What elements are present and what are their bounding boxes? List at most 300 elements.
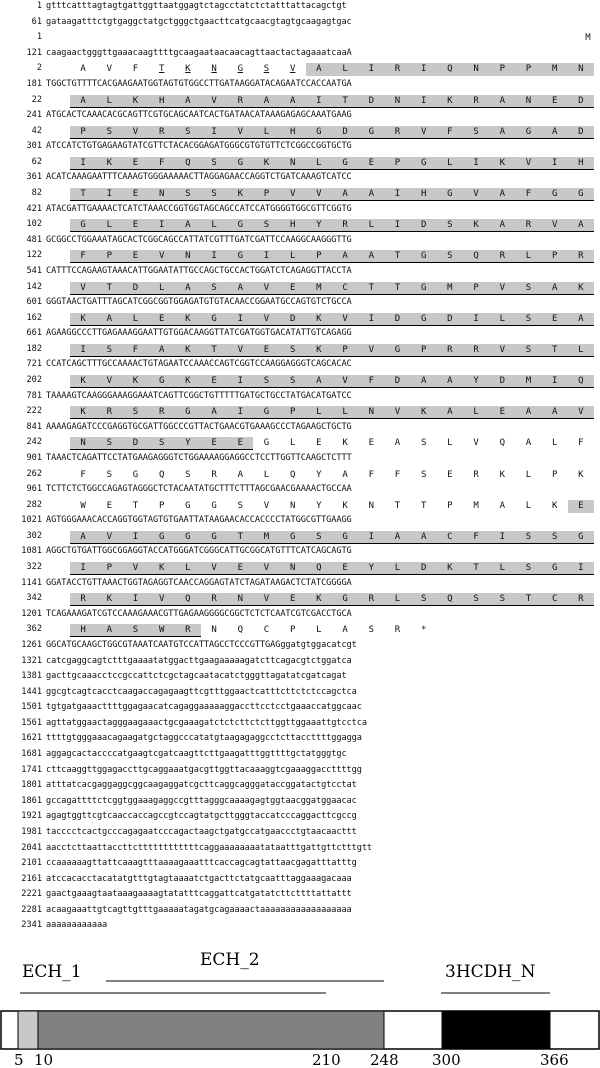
amino-acid-residue: E — [158, 313, 165, 324]
amino-acid-residue: G — [185, 407, 191, 418]
nucleotide-row — [0, 110, 600, 123]
nucleotide-sequence: ggcgtcagtcacctcaagaccagagaagttcgtttggaactcatttcttctctccagctca — [46, 686, 357, 697]
amino-acid-residue: P — [106, 563, 112, 573]
nucleotide-sequence: TGGCTGTTTTCACGAAGAATGGTAGTGTGGCCTTGATAAGGATACAGAATCCACCAATGA — [46, 78, 352, 89]
nucleotide-sequence: GGGTAACTGATTTAGCATCGGCGGTGGAGATGTGTACAACCGGAATGCCAGTGTCTGCCA — [46, 297, 352, 308]
amino-acid-residue: K — [499, 469, 505, 480]
amino-acid-sequence — [70, 188, 594, 201]
amino-acid-residue: I — [420, 95, 427, 106]
amino-acid-residue: T — [551, 344, 558, 355]
amino-acid-residue: Q — [316, 563, 322, 573]
amino-acid-residue: L — [551, 438, 558, 449]
row-number: 102 — [26, 219, 42, 230]
amino-acid-residue: E — [289, 594, 296, 605]
amino-acid-residue: I — [368, 531, 374, 542]
amino-acid-residue: Y — [473, 376, 479, 386]
amino-acid-residue: R — [342, 220, 348, 231]
nucleotide-row — [0, 811, 600, 824]
amino-acid-residue: T — [394, 251, 401, 262]
domain-underline — [70, 574, 594, 575]
amino-acid-residue: S — [420, 469, 427, 480]
amino-acid-residue: A — [499, 95, 505, 106]
nucleotide-row — [0, 780, 600, 793]
amino-acid-residue: A — [551, 407, 558, 418]
nucleotide-row — [0, 905, 600, 918]
amino-acid-residue: I — [316, 95, 322, 106]
amino-acid-residue: E — [551, 95, 558, 106]
amino-acid-residue: D — [368, 95, 374, 106]
amino-acid-sequence — [70, 375, 594, 388]
amino-acid-residue: A — [368, 189, 374, 199]
nucleotide-sequence: ATCCATCTGTGAGAAGTATCGTTCTACACGGAGATGGGCGTGTGTTCTCGGCCGGTGCTG — [46, 141, 352, 152]
amino-acid-residue: F — [132, 64, 139, 75]
amino-acid-row — [0, 406, 600, 419]
amino-acid-residue: G — [420, 282, 427, 293]
amino-acid-residue: S — [106, 438, 112, 449]
amino-acid-residue: T — [368, 282, 374, 293]
amino-acid-residue: H — [289, 126, 296, 137]
amino-acid-residue: I — [263, 251, 270, 262]
amino-acid-residue: V — [158, 251, 165, 262]
row-number: 42 — [31, 125, 42, 136]
amino-acid-residue: A — [578, 220, 584, 231]
amino-acid-residue: G — [447, 189, 453, 199]
amino-acid-residue: A — [342, 625, 348, 636]
amino-acid-residue: R — [158, 126, 165, 137]
amino-acid-residue: R — [211, 469, 217, 480]
nucleotide-sequence: caagaactgggttgaaacaagttttgcaagaataacaacagttaactactagaaatcaaA — [46, 47, 352, 58]
nucleotide-row — [0, 796, 600, 809]
amino-acid-residue: V — [394, 407, 401, 418]
amino-acid-residue: G — [289, 531, 296, 542]
amino-acid-residue: R — [473, 95, 479, 106]
nucleotide-row — [0, 484, 600, 497]
amino-acid-residue: Q — [447, 594, 453, 605]
amino-acid-residue: R — [211, 594, 217, 605]
amino-acid-residue: V — [289, 64, 296, 75]
tick-210: 210 — [312, 1051, 341, 1068]
amino-acid-residue: R — [237, 95, 243, 106]
row-number: 1081 — [21, 546, 42, 557]
amino-acid-residue: H — [80, 625, 86, 636]
amino-acid-residue: I — [80, 344, 86, 355]
amino-acid-sequence — [70, 157, 594, 170]
nucleotide-row — [0, 359, 600, 372]
amino-acid-sequence — [70, 437, 594, 450]
amino-acid-residue: E — [132, 189, 139, 199]
nucleotide-sequence: TCTTCTCTGGCCAGAGTAGGGCTCTACAATATGCTTTCTTTAGCGAACGAAAACTGCCAA — [46, 484, 352, 495]
amino-acid-residue: S — [185, 189, 191, 199]
amino-acid-residue: G — [420, 251, 427, 262]
amino-acid-residue: E — [237, 438, 243, 449]
row-number: 2341 — [21, 920, 42, 931]
amino-acid-residue: R — [473, 344, 479, 355]
amino-acid-residue: E — [132, 220, 139, 231]
amino-acid-residue: S — [551, 531, 558, 542]
amino-acid-residue: * — [420, 625, 427, 636]
nucleotide-sequence: GGCATGCAAGCTGGCGTAAATCAATGTCCATTAGCCTCCCGTTGAGggatgtggacatcgt — [46, 639, 357, 650]
amino-acid-residue: P — [80, 126, 86, 137]
amino-acid-residue: K — [499, 157, 505, 168]
amino-acid-residue: K — [447, 563, 453, 573]
amino-acid-residue: G — [237, 220, 243, 231]
amino-acid-residue: V — [211, 95, 217, 106]
row-number: 1561 — [21, 717, 42, 728]
nucleotide-row — [0, 765, 600, 778]
amino-acid-residue: H — [158, 95, 165, 106]
amino-acid-residue: G — [551, 563, 558, 573]
amino-acid-residue: A — [525, 438, 532, 449]
row-number: 322 — [26, 562, 42, 572]
amino-acid-residue: L — [316, 157, 322, 168]
domain-underline — [70, 356, 594, 357]
nucleotide-row — [0, 235, 600, 248]
amino-acid-row — [0, 531, 600, 544]
nucleotide-row — [0, 718, 600, 731]
amino-acid-residue: V — [368, 344, 374, 355]
amino-acid-sequence — [70, 624, 594, 637]
amino-acid-residue: G — [368, 126, 374, 137]
nucleotide-sequence: gataagatttctgtgaggctatgctgggctgaacttcatgcaacgtagtgcaagagtgac — [46, 16, 352, 27]
amino-acid-residue: I — [420, 64, 427, 75]
amino-acid-sequence — [70, 344, 594, 357]
row-number: 2161 — [21, 873, 42, 884]
row-number: 961 — [26, 484, 42, 495]
amino-acid-residue: V — [132, 563, 139, 573]
amino-acid-sequence — [70, 95, 594, 108]
tick-300: 300 — [432, 1051, 461, 1068]
nucleotide-row — [0, 749, 600, 762]
amino-acid-residue: F — [368, 376, 374, 386]
amino-acid-residue: Q — [185, 157, 191, 168]
amino-acid-sequence — [70, 219, 594, 232]
amino-acid-residue: Q — [447, 64, 453, 75]
amino-acid-residue: N — [185, 251, 191, 262]
amino-acid-residue: S — [499, 594, 505, 605]
amino-acid-row — [0, 126, 600, 139]
tick-5: 5 — [14, 1051, 24, 1068]
amino-acid-sequence — [70, 406, 594, 419]
nucleotide-sequence: GCGGCCTGGAAATAGCACTCGGCAGCCATTATCGTTTGATCGATTCCAAGGCAAGGGTTG — [46, 234, 352, 245]
amino-acid-residue: I — [368, 64, 374, 75]
amino-acid-residue: S — [211, 189, 217, 199]
row-number: 1261 — [21, 639, 42, 650]
row-number: 1 — [36, 1, 42, 11]
amino-acid-residue: A — [316, 64, 322, 75]
amino-acid-residue: L — [447, 438, 453, 449]
amino-acid-residue: G — [316, 126, 322, 137]
amino-acid-residue: V — [237, 344, 243, 355]
amino-acid-residue: D — [447, 313, 453, 324]
amino-acid-residue: S — [263, 376, 270, 386]
amino-acid-residue: N — [211, 64, 217, 75]
amino-acid-residue: P — [473, 282, 479, 293]
amino-acid-row — [0, 500, 600, 513]
amino-acid-residue: P — [289, 407, 296, 418]
amino-acid-residue: N — [368, 407, 374, 418]
amino-acid-sequence — [70, 126, 594, 139]
amino-acid-residue: A — [237, 282, 243, 293]
amino-acid-residue: L — [185, 563, 191, 573]
amino-acid-residue: N — [289, 563, 296, 573]
amino-acid-residue: A — [106, 625, 112, 636]
amino-acid-residue: K — [578, 282, 584, 293]
amino-acid-residue: R — [394, 126, 401, 137]
amino-acid-residue: Q — [473, 251, 479, 262]
row-number: 1501 — [21, 702, 42, 713]
amino-acid-residue: P — [342, 344, 348, 355]
row-number: 222 — [26, 406, 42, 417]
amino-acid-residue: V — [420, 126, 427, 137]
amino-acid-residue: S — [211, 282, 217, 293]
amino-acid-residue: I — [368, 313, 374, 324]
amino-acid-residue: E — [499, 407, 505, 418]
amino-acid-residue: A — [447, 376, 453, 386]
amino-acid-residue: S — [525, 563, 532, 573]
amino-acid-residue: P — [106, 251, 112, 262]
amino-acid-row — [0, 32, 600, 45]
nucleotide-row — [0, 391, 600, 404]
amino-acid-residue: L — [525, 251, 532, 262]
amino-acid-residue: Q — [289, 469, 296, 480]
amino-acid-residue: I — [394, 220, 401, 231]
amino-acid-residue: N — [237, 594, 243, 605]
row-number: 1801 — [21, 780, 42, 791]
amino-acid-residue: V — [158, 594, 165, 605]
nucleotide-sequence: agagtggttcgtcaaccaccagccgtccagtatgcttgggtaccatcccaggacttcgccg — [46, 811, 357, 822]
nucleotide-row — [0, 1, 600, 14]
amino-acid-residue: R — [158, 407, 165, 418]
row-number: 1741 — [21, 764, 42, 775]
amino-acid-residue: V — [106, 531, 112, 542]
amino-acid-residue: Y — [185, 438, 191, 449]
amino-acid-sequence — [70, 63, 594, 76]
amino-acid-residue: E — [578, 500, 584, 511]
amino-acid-residue: V — [316, 189, 322, 199]
amino-acid-residue: S — [158, 438, 165, 449]
amino-acid-residue: L — [499, 313, 505, 324]
amino-acid-residue: L — [106, 95, 112, 106]
nucleotide-row — [0, 640, 600, 653]
row-number: 82 — [31, 188, 42, 198]
row-number: 721 — [26, 359, 42, 370]
amino-acid-residue: A — [158, 344, 165, 355]
amino-acid-residue: L — [525, 469, 532, 480]
amino-acid-residue: L — [211, 220, 217, 231]
amino-acid-residue: C — [263, 625, 270, 636]
nucleotide-sequence: catcgaggcagtctttgaaaatatggacttgaagaaaaagatcttcagacgtctggatca — [46, 655, 352, 666]
amino-acid-residue: L — [342, 407, 348, 418]
amino-acid-residue: L — [316, 407, 322, 418]
amino-acid-residue: Y — [368, 563, 374, 573]
amino-acid-residue: T — [420, 500, 427, 511]
amino-acid-residue: G — [342, 594, 348, 605]
amino-acid-residue: P — [263, 189, 270, 199]
amino-acid-row — [0, 593, 600, 606]
amino-acid-residue: C — [551, 594, 558, 605]
amino-acid-residue: D — [289, 313, 296, 324]
amino-acid-residue: W — [158, 625, 165, 636]
nucleotide-row — [0, 733, 600, 746]
nucleotide-sequence: atccacacctacatatgtttgtagtaaaatctgacttctatgcaatttaggaaagacaaa — [46, 873, 352, 884]
segment-ech2-dark — [38, 1011, 384, 1049]
amino-acid-residue: E — [368, 157, 374, 168]
amino-acid-residue: K — [185, 344, 191, 355]
amino-acid-residue: D — [394, 313, 401, 324]
amino-acid-residue: F — [368, 469, 374, 480]
amino-acid-sequence — [70, 562, 594, 575]
nucleotide-row — [0, 422, 600, 435]
nucleotide-sequence: AGAAGGCCCTTGAGAAAGGAATTGTGGACAAGGTTATCGATGGTGACATATTGTCAGAGG — [46, 328, 352, 339]
tick-248: 248 — [370, 1051, 399, 1068]
amino-acid-residue: F — [158, 157, 165, 168]
amino-acid-residue: S — [420, 594, 427, 605]
amino-acid-residue: V — [342, 376, 348, 386]
row-number: 901 — [26, 452, 42, 463]
amino-acid-residue: L — [342, 64, 348, 75]
nucleotide-row — [0, 578, 600, 591]
amino-acid-residue: V — [106, 64, 112, 75]
domain-underline — [70, 231, 594, 232]
amino-acid-residue: G — [263, 407, 270, 418]
amino-acid-residue: S — [185, 469, 191, 480]
nucleotide-row — [0, 546, 600, 559]
row-number: 541 — [26, 265, 42, 276]
amino-acid-residue: D — [499, 376, 505, 386]
amino-acid-residue: K — [80, 313, 86, 324]
amino-acid-residue: L — [447, 157, 453, 168]
amino-acid-residue: R — [80, 594, 86, 605]
amino-acid-residue: G — [525, 126, 532, 137]
amino-acid-residue: A — [447, 407, 453, 418]
amino-acid-residue: V — [263, 563, 270, 573]
amino-acid-residue: Q — [578, 376, 584, 386]
amino-acid-residue: F — [80, 251, 86, 262]
amino-acid-residue: D — [420, 563, 427, 573]
amino-acid-residue: K — [106, 594, 112, 605]
amino-acid-residue: K — [420, 407, 427, 418]
nucleotide-row — [0, 204, 600, 217]
amino-acid-residue: A — [185, 95, 191, 106]
tick-366: 366 — [540, 1051, 569, 1068]
nucleotide-row — [0, 515, 600, 528]
amino-acid-residue: A — [289, 95, 296, 106]
nucleotide-sequence: TAAAAGTCAAGGGAAAGGAAATCAGTTCGGCTGTTTTTGATGCTGCCTATGACATGATCC — [46, 390, 352, 401]
amino-acid-residue: I — [106, 189, 112, 199]
amino-acid-residue: G — [342, 531, 348, 542]
nucleotide-sequence: agttatggaactagggaagaaactgcgaaagatctctcttctcttggttggaaattgtcctca — [46, 717, 367, 728]
amino-acid-residue: S — [525, 313, 532, 324]
amino-acid-residue: S — [289, 344, 296, 355]
amino-acid-residue: V — [106, 376, 112, 386]
amino-acid-residue: L — [132, 313, 139, 324]
nucleotide-row — [0, 48, 600, 61]
amino-acid-residue: A — [80, 95, 86, 106]
domain-underline — [70, 543, 594, 544]
amino-acid-sequence — [70, 593, 594, 606]
nucleotide-row — [0, 172, 600, 185]
amino-acid-residue: K — [316, 594, 322, 605]
amino-acid-residue: K — [342, 500, 348, 511]
amino-acid-residue: A — [342, 189, 348, 199]
nucleotide-sequence: TAAACTCAGATTCCTATGAAGAGGGTCTGGAAAAGGAGGCCTCCTTGGTTCAAGCTCTTT — [46, 452, 352, 463]
amino-acid-residue: P — [316, 251, 322, 262]
amino-acid-row — [0, 95, 600, 108]
row-number: 1321 — [21, 655, 42, 666]
amino-acid-residue: I — [473, 157, 479, 168]
domain-underline — [70, 262, 594, 263]
amino-acid-residue: L — [578, 344, 584, 355]
amino-acid-residue: I — [237, 376, 243, 386]
amino-acid-residue: T — [80, 189, 86, 199]
amino-acid-residue: T — [211, 344, 217, 355]
amino-acid-residue: R — [525, 220, 532, 231]
domain-underline — [70, 200, 594, 201]
amino-acid-residue: S — [263, 64, 270, 75]
amino-acid-residue: A — [368, 251, 374, 262]
amino-acid-residue: G — [80, 220, 86, 231]
amino-acid-residue: K — [185, 64, 191, 75]
amino-acid-residue: K — [106, 157, 112, 168]
amino-acid-residue: P — [499, 64, 505, 75]
amino-acid-residue: T — [158, 64, 165, 75]
row-number: 1621 — [21, 733, 42, 744]
amino-acid-residue: S — [106, 126, 112, 137]
amino-acid-residue: A — [185, 220, 191, 231]
amino-acid-residue: S — [525, 282, 532, 293]
amino-acid-residue: L — [525, 500, 532, 511]
amino-acid-residue: V — [473, 189, 479, 199]
amino-acid-residue: V — [263, 594, 270, 605]
amino-acid-residue: S — [106, 344, 112, 355]
amino-acid-residue: N — [211, 625, 217, 636]
amino-acid-residue: A — [499, 220, 505, 231]
domain-label-ech2: ECH_2 — [200, 950, 260, 970]
nucleotide-sequence: aaaaaaaaaaaa — [46, 920, 108, 931]
amino-acid-residue: G — [237, 157, 243, 168]
amino-acid-residue: R — [368, 594, 374, 605]
amino-acid-residue: R — [394, 625, 401, 636]
nucleotide-row — [0, 453, 600, 466]
amino-acid-sequence — [70, 531, 594, 544]
nucleotide-sequence: CCATCAGCTTTGCCAAAACTGTAGAATCCAAACCAGTCGGTCCAAGGAGGGTCAGCACAC — [46, 359, 352, 370]
amino-acid-residue: K — [158, 563, 165, 573]
row-number: 182 — [26, 343, 42, 354]
nucleotide-sequence: ATACGATTGAAAACTCATCTAAACCGGTGGTAGCAGCCATCCATGGGGTGGCGTTCGGTG — [46, 203, 352, 214]
amino-acid-residue: R — [578, 594, 584, 605]
amino-acid-residue: R — [499, 251, 505, 262]
nucleotide-sequence: gaactgaaagtaataaagaaaagtatatttcaggattcatgatatcttcttttattattt — [46, 889, 352, 900]
amino-acid-residue: I — [551, 376, 558, 386]
amino-acid-residue: V — [211, 563, 217, 573]
row-number: 121 — [26, 47, 42, 58]
amino-acid-residue: Q — [158, 469, 165, 480]
amino-acid-residue: S — [420, 438, 427, 449]
amino-acid-residue: V — [499, 282, 505, 293]
amino-acid-residue: A — [420, 376, 427, 386]
amino-acid-residue: S — [525, 531, 532, 542]
amino-acid-residue: T — [237, 531, 243, 542]
amino-acid-residue: K — [132, 376, 139, 386]
amino-acid-residue: A — [185, 282, 191, 293]
amino-acid-residue: A — [499, 500, 505, 511]
amino-acid-residue: A — [499, 126, 505, 137]
nucleotide-sequence: gccagattttctcggtggaaagaggccgtttagggcaaaagagtggtaacggatggaacac — [46, 795, 357, 806]
amino-acid-residue: E — [132, 157, 139, 168]
row-number: 282 — [26, 499, 42, 510]
amino-acid-residue: I — [499, 531, 505, 542]
domain-underline — [70, 449, 253, 450]
